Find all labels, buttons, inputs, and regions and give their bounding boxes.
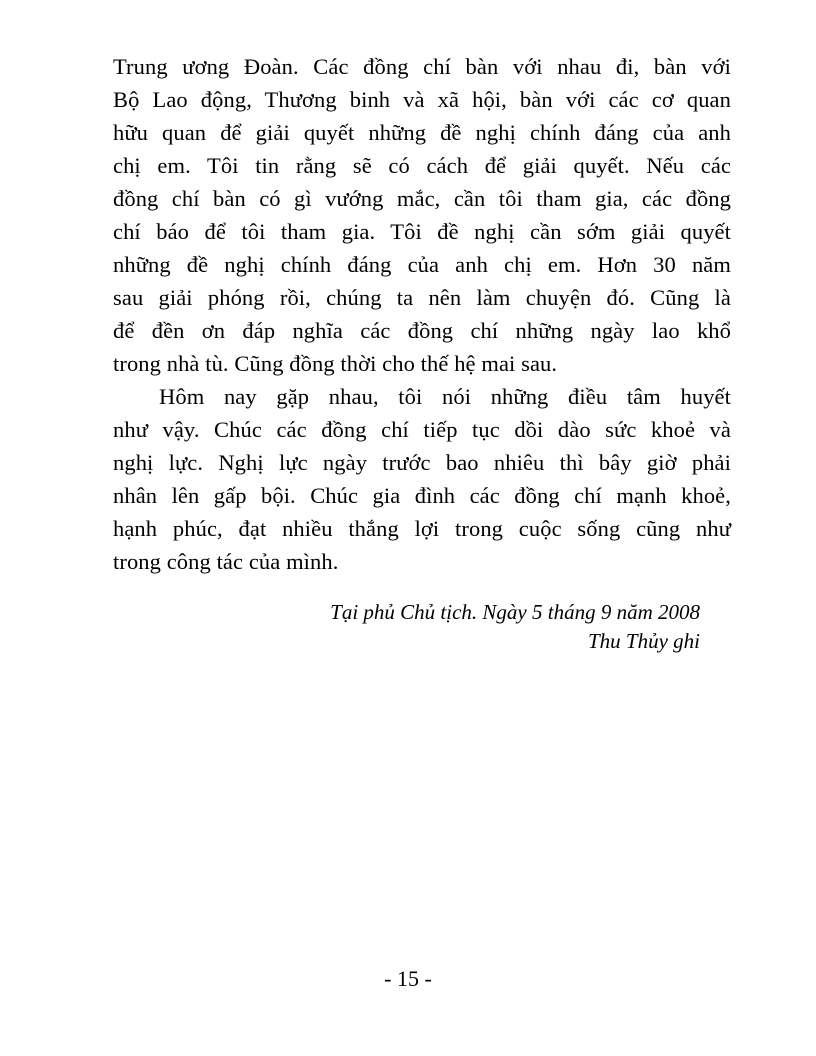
signature-block [113,598,700,656]
body-text-block [113,50,731,578]
text-line: đồng chí bàn có gì vướng mắc, cần tôi tham gia, các đồng [113,186,731,211]
page-number: - 15 - [384,966,432,991]
text-line: sau giải phóng rồi, chúng ta nên làm chuyện đó. Cũng là [113,285,731,310]
text-line: hữu quan để giải quyết những đề nghị chính đáng của anh [113,120,731,145]
text-line: trong công tác của mình. [113,549,339,574]
text-line: những đề nghị chính đáng của anh chị em. Hơn 30 năm [113,252,731,277]
text-line: như vậy. Chúc các đồng chí tiếp tục dồi dào sức khoẻ và [113,417,731,442]
paragraph-closing [113,380,731,578]
text-line: nhân lên gấp bội. Chúc gia đình các đồng chí mạnh khoẻ, [113,483,731,508]
signature-dateline: Tại phủ Chủ tịch. Ngày 5 tháng 9 năm 2008 [330,600,700,624]
text-line: trong nhà tù. Cũng đồng thời cho thế hệ mai sau. [113,351,558,376]
text-line: để đền ơn đáp nghĩa các đồng chí những ngày lao khổ [113,318,731,343]
text-line: chị em. Tôi tin rằng sẽ có cách để giải quyết. Nếu các [113,153,731,178]
text-line: Trung ương Đoàn. Các đồng chí bàn với nhau đi, bàn với [113,54,731,79]
text-line: hạnh phúc, đạt nhiều thắng lợi trong cuộc sống cũng như [113,516,731,541]
paragraph-continued [113,50,731,380]
text-line: nghị lực. Nghị lực ngày trước bao nhiêu thì bây giờ phải [113,450,731,475]
text-line: Bộ Lao động, Thương binh và xã hội, bàn với các cơ quan [113,87,731,112]
signature-recorder: Thu Thủy ghi [587,629,700,653]
text-line: chí báo để tôi tham gia. Tôi đề nghị cần sớm giải quyết [113,219,731,244]
text-line: Hôm nay gặp nhau, tôi nói những điều tâm huyết [159,384,731,409]
